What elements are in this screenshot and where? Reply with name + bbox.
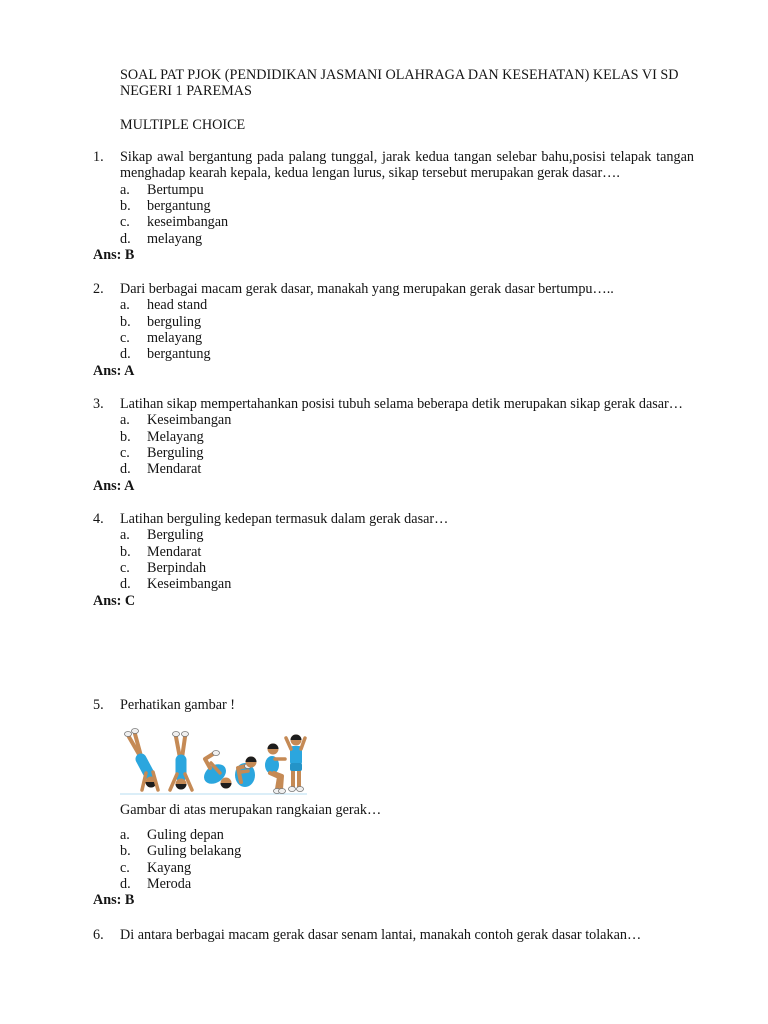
answer-key: Ans: A [93, 362, 135, 379]
option-text: Keseimbangan [147, 412, 232, 429]
roll-sequence-illustration [120, 716, 307, 796]
figure-caption: Gambar di atas merupakan rangkaian gerak… [120, 802, 382, 818]
option-text: Keseimbangan [147, 576, 232, 593]
option-b [0, 314, 768, 330]
option-text: Berguling [147, 445, 204, 462]
option-d [0, 461, 768, 477]
arm [241, 771, 248, 772]
option-letter: c. [120, 445, 130, 462]
option-a [0, 827, 768, 843]
option-text: Guling belakang [147, 843, 242, 860]
option-text: keseimbangan [147, 214, 229, 231]
shoe [125, 732, 132, 737]
option-text: Melayang [147, 428, 204, 445]
option-c [0, 330, 768, 346]
option-letter: d. [120, 576, 131, 593]
figure-2-shoulder-stand [170, 732, 192, 791]
shoe [297, 787, 304, 792]
option-letter: b. [120, 198, 131, 215]
shoe [132, 729, 139, 734]
option-c [0, 445, 768, 461]
option-letter: b. [120, 543, 131, 560]
option-letter: c. [120, 214, 130, 231]
question-text: Sikap awal bergantung pada palang tunggal, jarak kedua tangan selebar bahu,posisi telapak tangan menghadap kearah kepala, kedua lengan lurus, sikap tersebut merupakan gerak dasar…. [120, 149, 694, 182]
option-letter: d. [120, 876, 131, 893]
question-text: Perhatikan gambar ! [120, 697, 236, 713]
option-letter: a. [120, 827, 130, 843]
option-text: melayang [147, 330, 203, 347]
option-b [0, 429, 768, 445]
option-a [0, 412, 768, 428]
document-title: SOAL PAT PJOK (PENDIDIKAN JASMANI OLAHRAGA DAN KESEHATAN) KELAS VI SD NEGERI 1 PAREMAS [120, 67, 679, 100]
option-letter: b. [120, 428, 131, 445]
option-letter: d. [120, 461, 131, 478]
option-text: bergantung [147, 346, 211, 363]
option-letter: c. [120, 560, 130, 577]
question-figure [120, 716, 307, 796]
question-text: Dari berbagai macam gerak dasar, manakah yang merupakan gerak dasar bertumpu….. [120, 281, 614, 297]
question-number: 6. [93, 927, 104, 943]
option-letter: a. [120, 412, 130, 429]
option-letter: b. [120, 313, 131, 330]
question-number: 4. [93, 511, 104, 527]
option-text: melayang [147, 230, 203, 247]
hair [221, 783, 232, 789]
question-text: Di antara berbagai macam gerak dasar senam lantai, manakah contoh gerak dasar tolakan… [120, 927, 642, 943]
option-text: berguling [147, 313, 202, 330]
shoe [173, 732, 180, 737]
figure-1-legs-up [125, 729, 159, 791]
arm [142, 773, 146, 790]
section-heading: MULTIPLE CHOICE [120, 117, 246, 133]
answer-key: Ans: C [93, 592, 136, 609]
option-letter: a. [120, 181, 130, 198]
options-list [0, 827, 768, 909]
option-c [0, 214, 768, 230]
hair [246, 757, 257, 763]
option-text: Kayang [147, 859, 192, 876]
option-a [0, 297, 768, 313]
question-number: 2. [93, 281, 104, 297]
option-text: Bertumpu [147, 181, 204, 198]
hair [176, 784, 187, 790]
option-d [0, 876, 768, 892]
question-6 [0, 927, 768, 943]
option-b [0, 198, 768, 214]
option-text: Mendarat [147, 461, 202, 478]
option-b [0, 843, 768, 859]
shoe [289, 787, 296, 792]
option-text: Meroda [147, 876, 192, 893]
question-stem [93, 927, 694, 943]
option-a [0, 527, 768, 543]
question-number: 3. [93, 396, 104, 412]
question-text: Latihan berguling kedepan termasuk dalam gerak dasar… [120, 511, 449, 527]
figure-4-tucked [235, 757, 257, 788]
option-d [0, 346, 768, 362]
option-text: Berpindah [147, 560, 207, 577]
question-3 [0, 396, 768, 494]
figure-6-standing [286, 735, 305, 792]
option-letter: b. [120, 843, 131, 860]
option-c [0, 860, 768, 876]
option-a [0, 182, 768, 198]
question-4 [0, 511, 768, 609]
option-c [0, 560, 768, 576]
question-stem [93, 149, 694, 182]
question-5 [0, 697, 768, 927]
option-letter: d. [120, 346, 131, 363]
option-text: head stand [147, 297, 208, 314]
option-text: bergantung [147, 198, 211, 215]
option-b [0, 544, 768, 560]
hair [291, 735, 302, 741]
arm [301, 738, 305, 749]
question-stem [93, 697, 694, 713]
question-2 [0, 281, 768, 379]
answer-key: Ans: B [93, 892, 135, 909]
option-text: Berguling [147, 527, 204, 544]
question-text: Latihan sikap mempertahankan posisi tubuh selama beberapa detik merupakan sikap gerak dasar… [120, 396, 683, 412]
question-stem [93, 281, 694, 297]
question-stem [93, 396, 694, 412]
option-letter: d. [120, 230, 131, 247]
option-text: Guling depan [147, 827, 224, 843]
figure-3-rolling [200, 751, 231, 789]
question-number: 5. [93, 697, 104, 713]
shoe [213, 751, 220, 756]
option-d [0, 576, 768, 592]
question-stem [93, 511, 694, 527]
option-letter: a. [120, 527, 130, 544]
arm [153, 772, 158, 790]
answer-key: Ans: B [93, 247, 135, 264]
shorts [290, 763, 302, 771]
shoe [279, 789, 286, 794]
option-text: Mendarat [147, 543, 202, 560]
option-letter: c. [120, 859, 130, 876]
question-number: 1. [93, 149, 104, 165]
shoe [182, 732, 189, 737]
option-d [0, 231, 768, 247]
answer-key: Ans: A [93, 477, 135, 494]
hair [268, 744, 279, 750]
question-1 [0, 149, 768, 263]
option-letter: c. [120, 330, 130, 347]
option-letter: a. [120, 297, 130, 314]
arm [286, 738, 291, 749]
figure-5-squat [265, 744, 286, 794]
